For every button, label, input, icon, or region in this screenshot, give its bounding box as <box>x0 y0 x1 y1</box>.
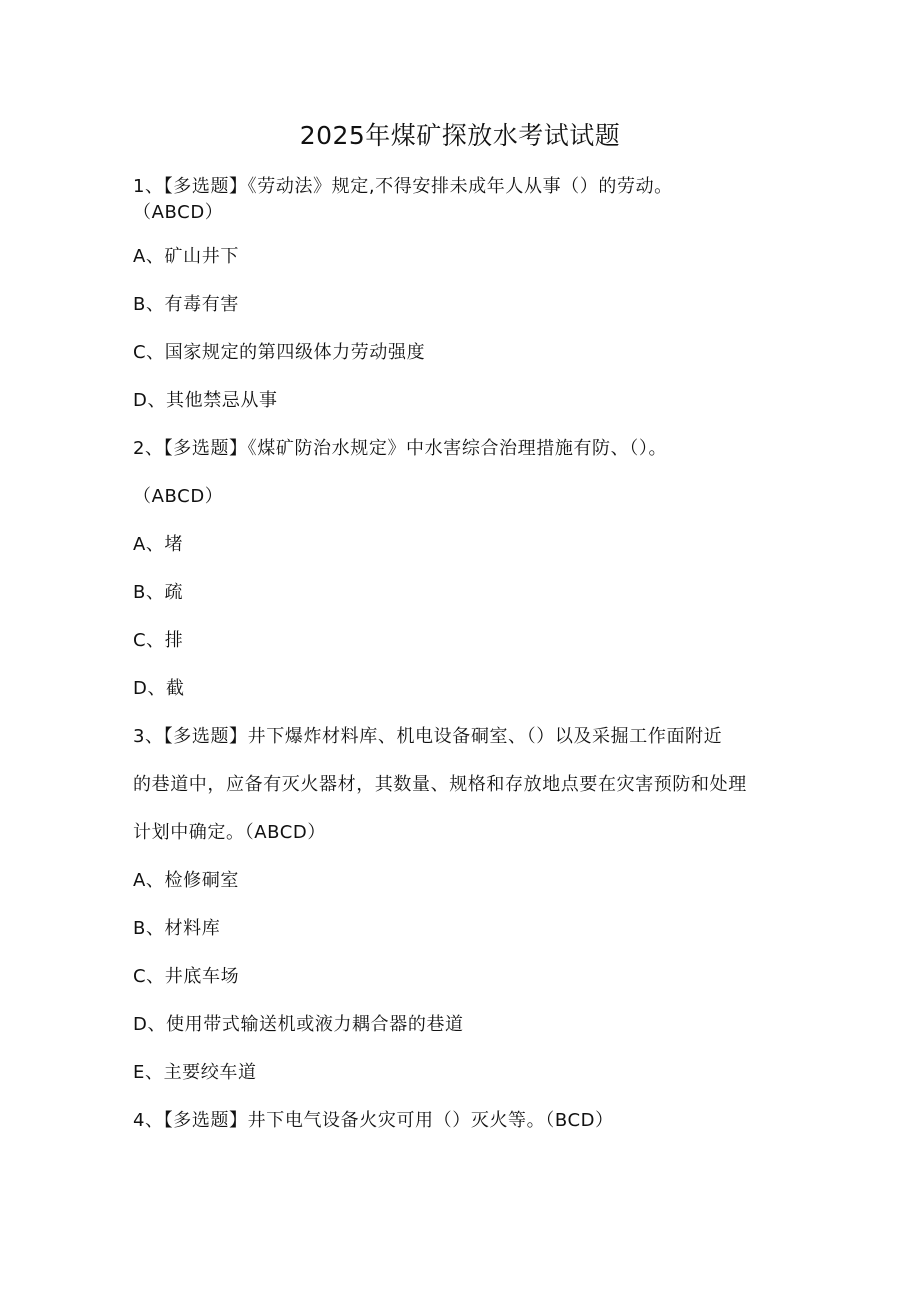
question-3-stem-line-1: 3、【多选题】井下爆炸材料库、机电设备硐室、（）以及采掘工作面附近 <box>133 726 723 747</box>
question-2-option-d: D、截 <box>133 678 185 699</box>
question-2-option-c: C、排 <box>133 630 184 651</box>
question-2-option-b: B、疏 <box>133 582 184 603</box>
question-3-option-a: A、检修硐室 <box>133 870 239 891</box>
document-title: 2025年煤矿探放水考试试题 <box>299 121 621 150</box>
question-1-option-a: A、矿山井下 <box>133 246 239 267</box>
question-1-option-c: C、国家规定的第四级体力劳动强度 <box>133 342 426 363</box>
question-3-option-d: D、使用带式输送机或液力耦合器的巷道 <box>133 1014 464 1035</box>
question-1-answer: （ABCD） <box>133 202 224 223</box>
question-3-option-b: B、材料库 <box>133 918 221 939</box>
question-1-stem-line-1: 1、【多选题】《劳动法》规定,不得安排未成年人从事（）的劳动。 <box>133 176 673 197</box>
question-3-stem-line-3: 计划中确定。（ABCD） <box>133 822 326 843</box>
question-3-stem-line-2: 的巷道中，应备有灭火器材，其数量、规格和存放地点要在灾害预防和处理 <box>133 774 747 795</box>
question-4-stem-line-1: 4、【多选题】井下电气设备火灾可用（）灭火等。（BCD） <box>133 1110 614 1131</box>
question-2-answer: （ABCD） <box>133 486 224 507</box>
question-1-option-d: D、其他禁忌从事 <box>133 390 278 411</box>
question-1-option-b: B、有毒有害 <box>133 294 239 315</box>
question-3-option-e: E、主要绞车道 <box>133 1062 257 1083</box>
question-2-stem-line-1: 2、【多选题】《煤矿防治水规定》中水害综合治理措施有防、（）。 <box>133 438 668 459</box>
question-2-option-a: A、堵 <box>133 534 184 555</box>
question-3-option-c: C、井底车场 <box>133 966 240 987</box>
